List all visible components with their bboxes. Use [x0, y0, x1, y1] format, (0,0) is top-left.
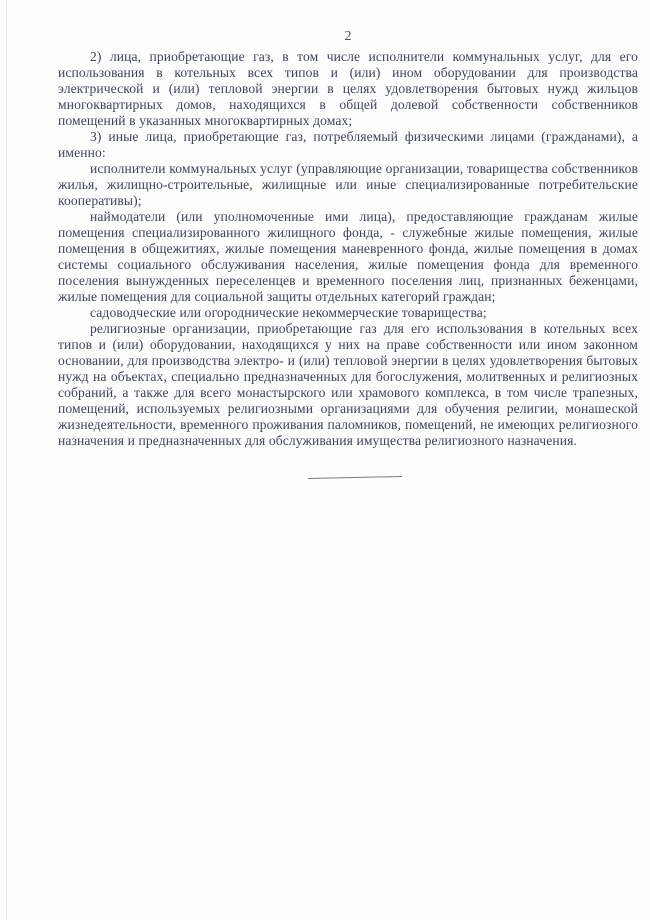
- document-body: [58, 49, 638, 449]
- page-number: 2: [344, 29, 352, 44]
- paragraph-utility-providers: исполнители коммунальных услуг (управляющие организации, товарищества собственников жилья, жилищно-строительные, жилищные или иные специализированные потребительские кооперативы);: [58, 161, 638, 208]
- paragraph-item-3-other-persons: 3) иные лица, приобретающие газ, потребляемый физическими лицами (гражданами), а именно:: [58, 129, 638, 160]
- paragraph-religious-organizations: религиозные организации, приобретающие газ для его использования в котельных всех типов и (или) оборудовании, находящихся у них на праве собственности или ином законном основании, для производства электро- и (или) тепловой энергии в целях удовлетворения бытовых нужд на объектах, специально предназначенных для богослужения, молитвенных и религиозных собраний, а также для всего монастырского или храмового комплекса, в том числе трапезных, помещений, используемых религиозными организациями для обучения религии, монашеской жизнедеятельности, временного проживания паломников, помещений, не имеющих религиозного назначения и предназначенных для обслуживания имущества религиозного назначения.: [58, 321, 638, 448]
- scan-edge-artifact: [6, 0, 7, 920]
- paragraph-item-2-persons: 2) лица, приобретающие газ, в том числе исполнители коммунальных услуг, для его использования в котельных всех типов и (или) ином оборудовании для производства электрической и (или) тепловой энергии в целях удовлетворения бытовых нужд жильцов многоквартирных домов, находящихся в общей долевой собственности собственников помещений в указанных многоквартирных домах;: [58, 49, 638, 128]
- paragraph-landlords: наймодатели (или уполномоченные ими лица), предоставляющие гражданам жилые помещения специализированного жилищного фонда, - служебные жилые помещения, жилые помещения в общежитиях, жилые помещения маневренного фонда, жилые помещения в домах системы социального обслуживания населения, жилые помещения фонда для временного поселения вынужденных переселенцев и временного поселения лиц, признанных беженцами, жилые помещения для социальной защиты отдельных категорий граждан;: [58, 209, 638, 304]
- end-of-text-separator-line: [308, 476, 402, 479]
- paragraph-gardening-partnerships: садоводческие или огороднические некоммерческие товарищества;: [90, 305, 487, 320]
